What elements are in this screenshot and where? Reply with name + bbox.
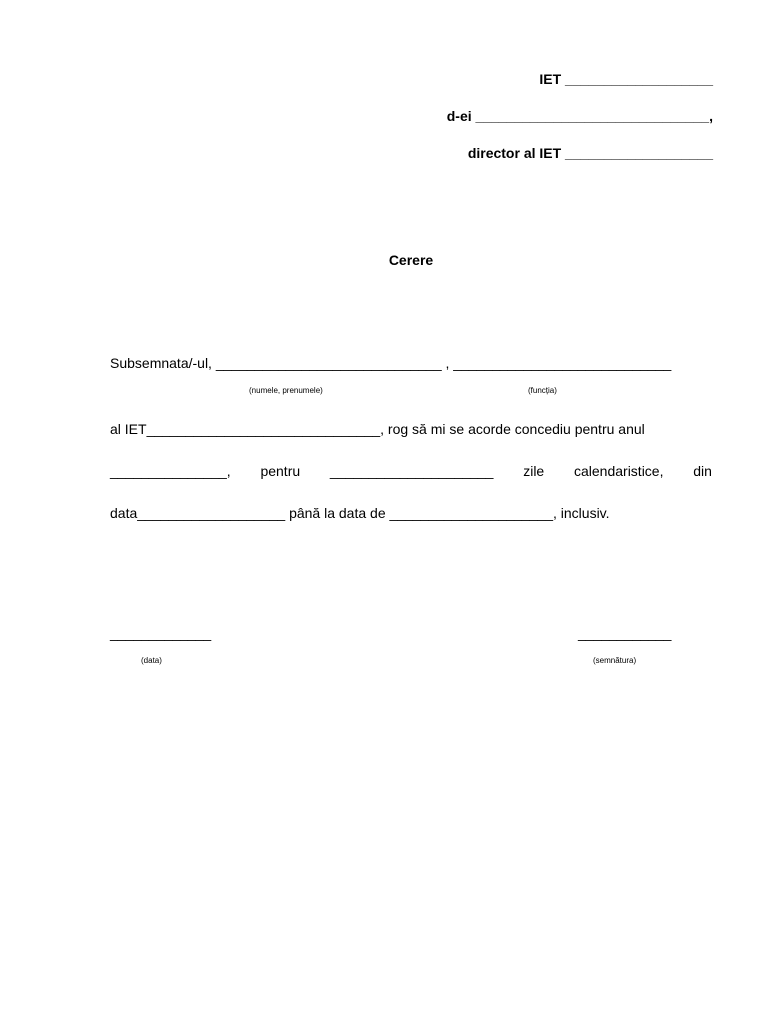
request-line: al IET______________________________, rog să mi se acorde concediu pentru anul bbox=[110, 421, 645, 437]
director-line: director al IET ___________________ bbox=[467, 145, 713, 161]
period-line: data___________________ până la data de _____________________, inclusiv. bbox=[110, 505, 610, 521]
calendar-word: calendaristice, bbox=[573, 463, 664, 479]
year-blank: _______________, bbox=[110, 463, 231, 479]
date-signature-line: _____________ bbox=[110, 625, 212, 641]
institution-line: IET ___________________ bbox=[539, 71, 713, 87]
signature-line: ____________ bbox=[578, 625, 672, 641]
days-blank: _____________________ bbox=[329, 463, 494, 479]
days-line bbox=[110, 463, 712, 479]
from-word: din bbox=[693, 463, 712, 479]
days-word: zile bbox=[523, 463, 545, 479]
function-caption: (funcția) bbox=[528, 386, 557, 395]
addressee-line: d-ei ______________________________, bbox=[446, 108, 713, 124]
for-word: pentru bbox=[260, 463, 301, 479]
signature-caption: (semnătura) bbox=[593, 656, 637, 665]
name-caption: (numele, prenumele) bbox=[249, 386, 323, 395]
date-caption: (data) bbox=[141, 656, 162, 665]
applicant-line: Subsemnata/-ul, _____________________________ , ____________________________ bbox=[110, 355, 672, 371]
document-title: Cerere bbox=[388, 252, 434, 268]
